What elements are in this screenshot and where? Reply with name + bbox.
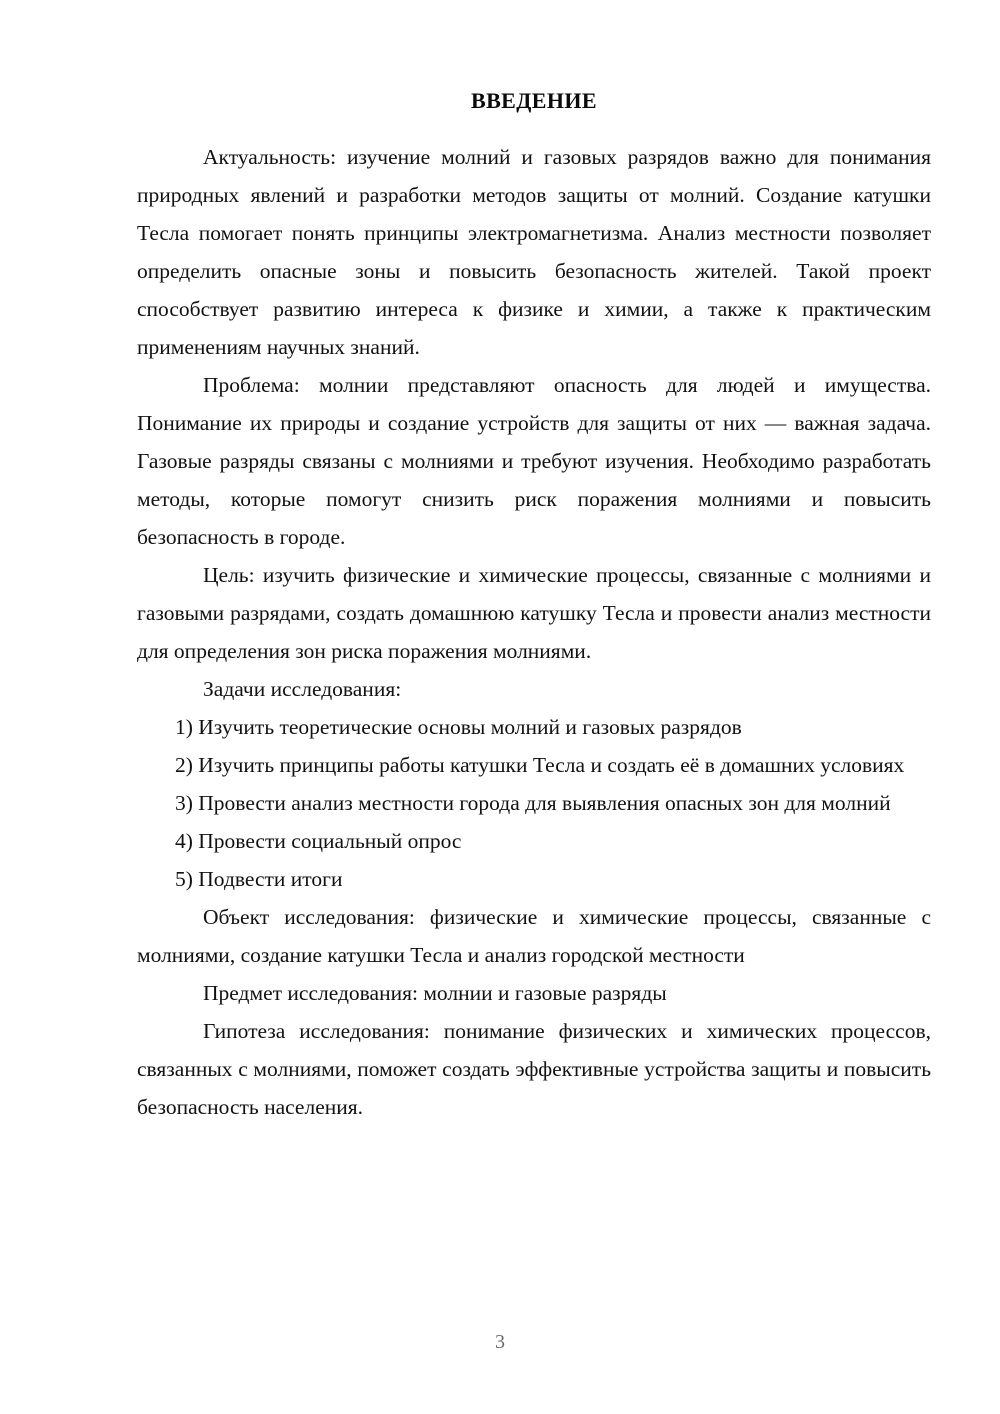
list-item: 2) Изучить принципы работы катушки Тесла и создать её в домашних условиях — [175, 752, 905, 777]
paragraph-subject: Предмет исследования: молнии и газовые разряды — [203, 980, 667, 1005]
paragraph-object: Объект исследования: физические и химические процессы, связанные с молниями, создание катушки Тесла и анализ городской местности — [137, 904, 931, 967]
tasks-heading: Задачи исследования: — [203, 676, 402, 701]
paragraph-goal: Цель: изучить физические и химические процессы, связанные с молниями и газовыми разрядами, создать домашнюю катушку Тесла и провести анализ местности для определения зон риска поражения молниями. — [137, 562, 931, 663]
paragraph-hypothesis: Гипотеза исследования: понимание физических и химических процессов, связанных с молниями, поможет создать эффективные устройства защиты и повысить безопасность населения. — [137, 1018, 931, 1119]
paragraph-problem: Проблема: молнии представляют опасность для людей и имущества. Понимание их природы и создание устройств для защиты от них — важная задача. Газовые разряды связаны с молниями и требуют изучения. Необходимо разработать методы, которые помогут снизить риск поражения молниями и повысить безопасность в городе. — [137, 372, 931, 549]
list-item: 3) Провести анализ местности города для выявления опасных зон для молний — [175, 790, 891, 815]
list-item: 1) Изучить теоретические основы молний и газовых разрядов — [175, 714, 742, 739]
page-title: ВВЕДЕНИЕ — [471, 88, 597, 113]
document-body — [137, 86, 931, 1126]
page-number: 3 — [495, 1331, 505, 1353]
list-item: 5) Подвести итоги — [175, 866, 343, 891]
list-item: 4) Провести социальный опрос — [175, 828, 462, 853]
paragraph-relevance: Актуальность: изучение молний и газовых разрядов важно для понимания природных явлений и разработки методов защиты от молний. Создание катушки Тесла помогает понять принципы электромагнетизма. Анализ местности позволяет определить опасные зоны и повысить безопасность жителей. Такой проект способствует развитию интереса к физике и химии, а также к практическим применениям научных знаний. — [137, 144, 931, 359]
